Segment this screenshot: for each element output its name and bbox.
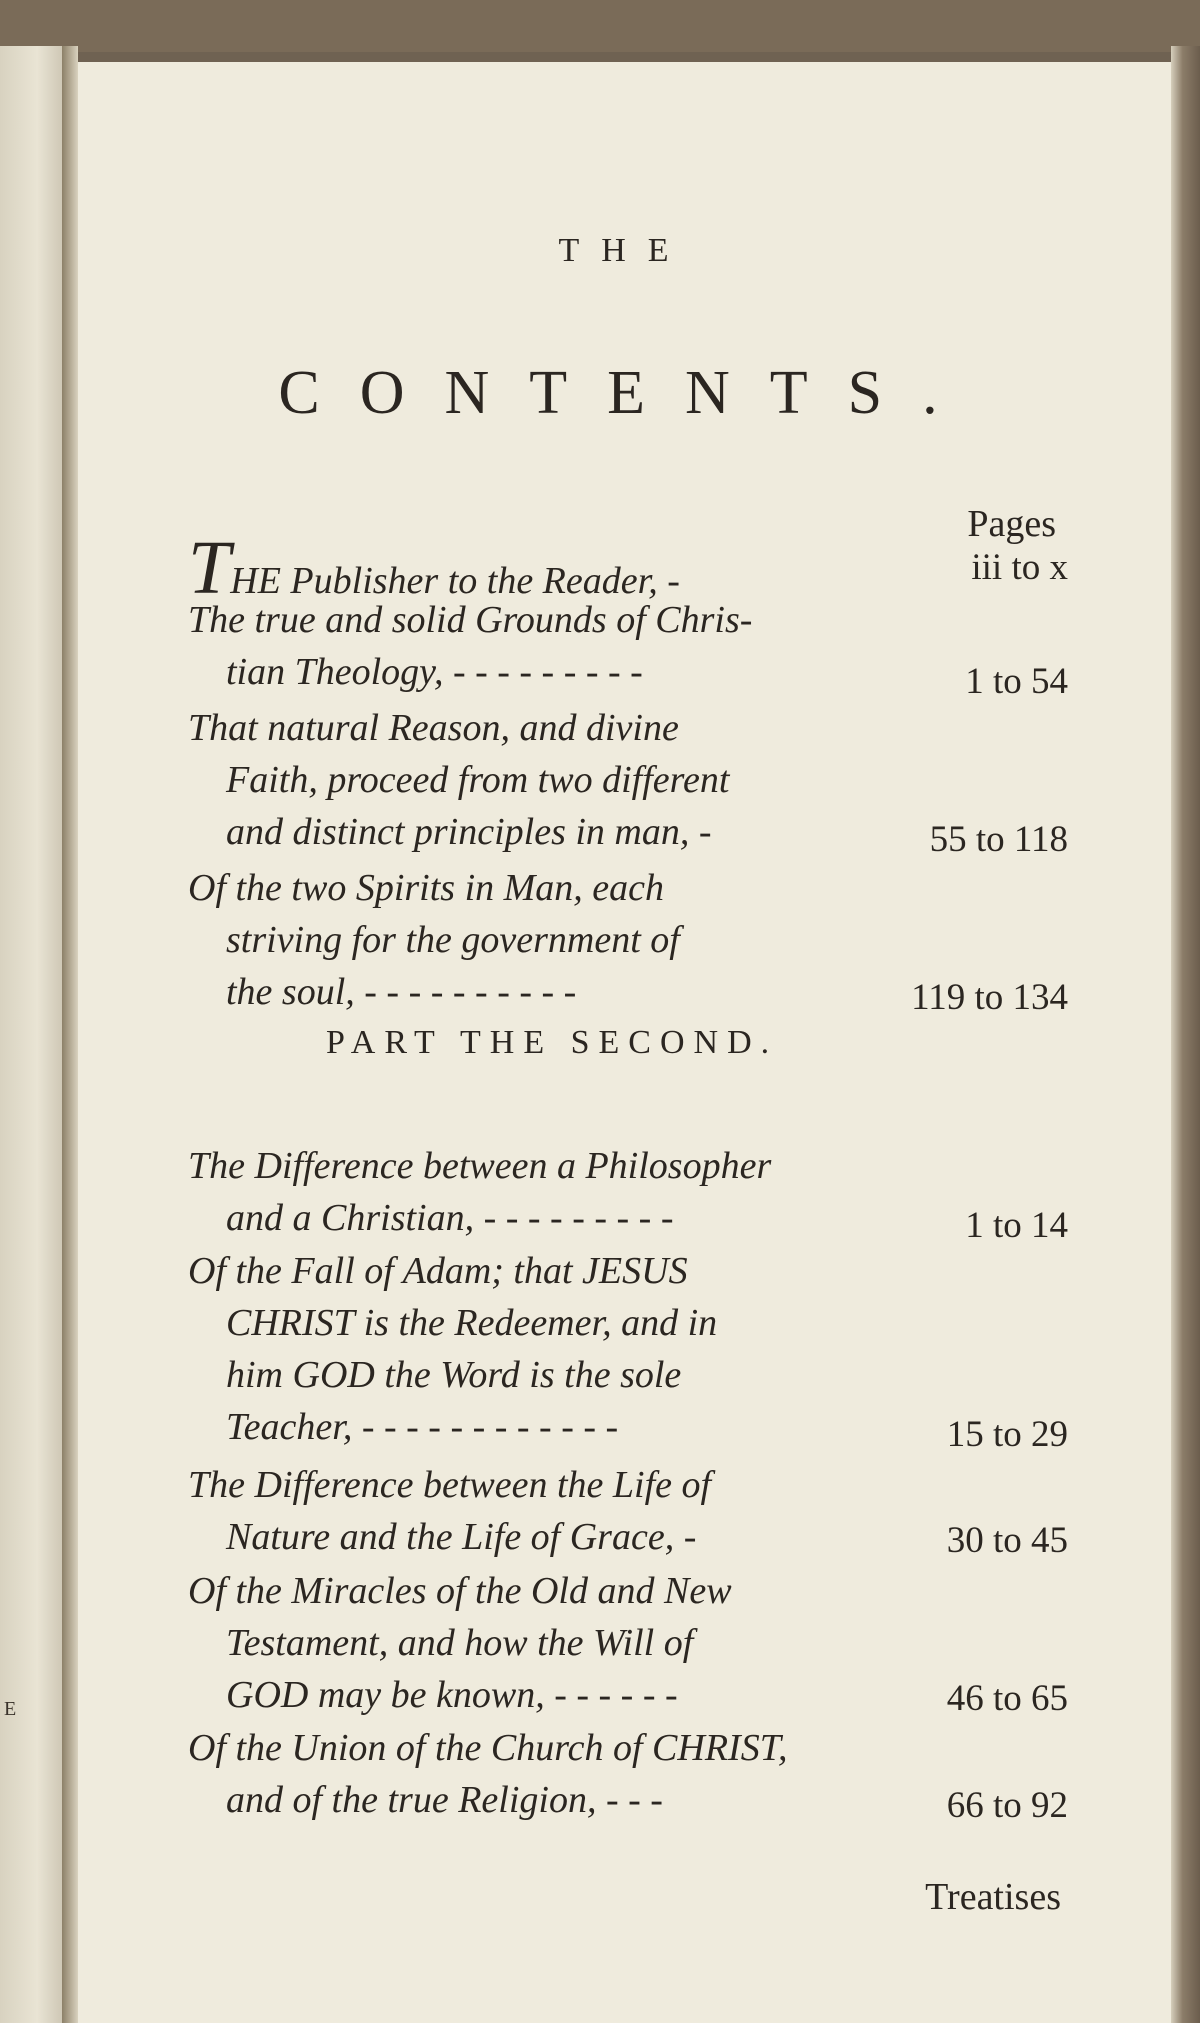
toc-entry: [188, 1140, 1068, 1244]
page-edge: [1171, 46, 1200, 2023]
toc-entry-title: HE Publisher to the Reader, -: [230, 560, 680, 602]
toc-entry-title: Of the Fall of Adam; that JESUS: [188, 1250, 688, 1292]
toc-entry-pages: iii to x: [971, 547, 1068, 588]
drop-cap: T: [188, 526, 231, 610]
pages-column-label: Pages: [967, 503, 1056, 545]
toc-entry-title-cont: Teacher, - - - - - - - - - - - -: [226, 1406, 619, 1448]
toc-entry-title-cont: GOD may be known, - - - - - -: [226, 1674, 678, 1716]
toc-entry-title-cont: Testament, and how the Will of: [226, 1622, 694, 1664]
section-heading: PART THE SECOND.: [326, 1024, 779, 1061]
toc-entry-pages: 66 to 92: [946, 1785, 1068, 1826]
facing-page-letter: E: [4, 1698, 17, 1720]
toc-entry: [188, 862, 1068, 1018]
toc-entry-title: That natural Reason, and divine: [188, 707, 679, 749]
toc-entry-title: The Difference between a Philosopher: [188, 1145, 772, 1187]
toc-entry-title-cont: CHRIST is the Redeemer, and in: [226, 1302, 718, 1344]
toc-entry: [188, 1459, 1068, 1563]
toc-entry-title-cont: and of the true Religion, - - -: [226, 1779, 663, 1821]
toc-entry-title-cont: and a Christian, - - - - - - - - -: [226, 1197, 674, 1239]
toc-entry-pages: 30 to 45: [946, 1520, 1068, 1561]
toc-entry-title: Of the Union of the Church of CHRIST,: [188, 1727, 788, 1769]
toc-entry-pages: 1 to 14: [965, 1205, 1068, 1246]
page-title: CONTENTS.: [278, 359, 978, 427]
page-heading-the: THE: [558, 232, 691, 269]
book-gutter: [62, 46, 78, 2023]
toc-entry-title: Of the two Spirits in Man, each: [188, 867, 665, 909]
toc-entry-pages: 55 to 118: [929, 819, 1068, 860]
toc-entry-title-cont: striving for the government of: [226, 919, 680, 961]
toc-entry-title-cont: and distinct principles in man, -: [226, 811, 712, 853]
toc-entry: [188, 702, 1068, 858]
toc-entry-title-cont: Nature and the Life of Grace, -: [226, 1516, 697, 1558]
toc-entry-title-cont: the soul, - - - - - - - - - -: [226, 971, 577, 1013]
toc-entry-title: The true and solid Grounds of Chris-: [188, 599, 753, 641]
toc-entry: [188, 1245, 1068, 1453]
toc-entry: [188, 594, 1068, 702]
toc-entry-title: Of the Miracles of the Old and New: [188, 1570, 732, 1612]
contents-page: [78, 62, 1171, 2023]
toc-entry: [188, 1565, 1068, 1721]
toc-entry-pages: 119 to 134: [911, 977, 1068, 1018]
toc-entry-pages: 1 to 54: [965, 661, 1068, 702]
toc-entry-pages: 46 to 65: [946, 1678, 1068, 1719]
toc-entry-title-cont: tian Theology, - - - - - - - - -: [226, 651, 643, 693]
toc-entry-title-cont: him GOD the Word is the sole: [226, 1354, 682, 1396]
toc-entry-title: The Difference between the Life of: [188, 1464, 712, 1506]
facing-page: [0, 46, 62, 2023]
toc-entry-pages: 15 to 29: [946, 1414, 1068, 1455]
book-cover-edge: [0, 0, 1200, 52]
toc-entry: [188, 1722, 1068, 1826]
catchword: Treatises: [925, 1876, 1061, 1918]
toc-entry-title-cont: Faith, proceed from two different: [226, 759, 730, 801]
